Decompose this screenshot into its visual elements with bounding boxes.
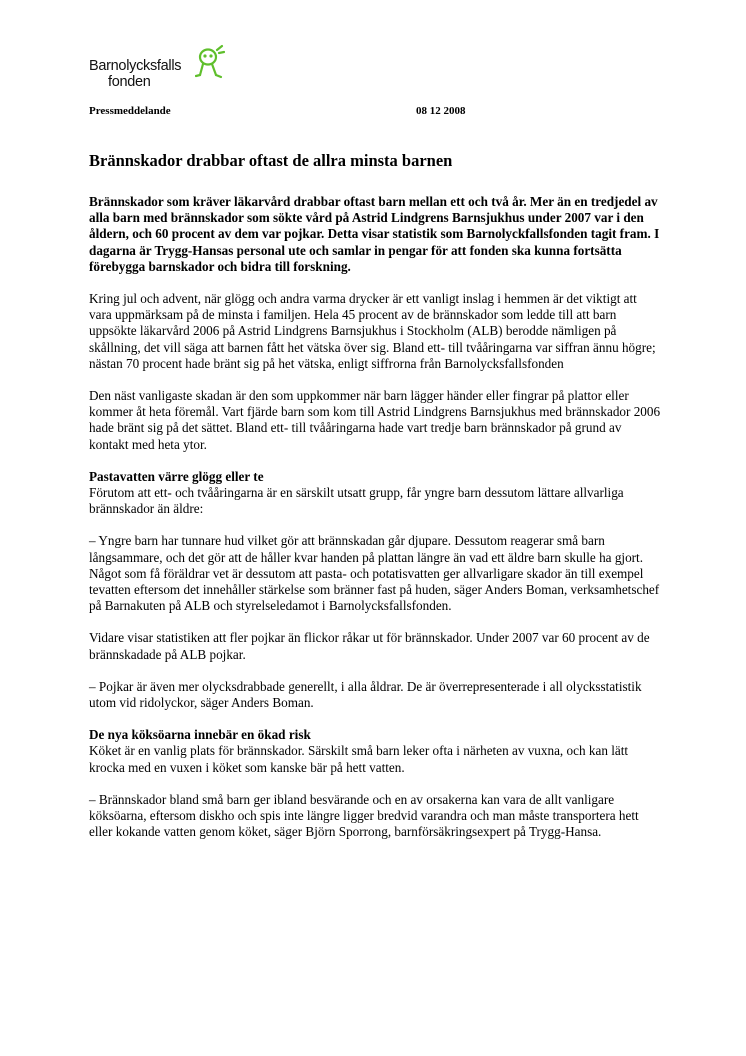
paragraph-2: Den näst vanligaste skadan är den som uppkommer när barn lägger händer eller fingrar på plattor eller kommer åt heta föremål. Vart fjärde barn som kom till Astrid Lindgrens Barnsjukhus med brännskador 2006 hade bränt sig på det sättet. Bland ett- till tvååringarna hade vart tredje barn brännskador på grund av kontakt med heta ytor. — [89, 388, 661, 452]
paragraph-6: – Pojkar är även mer olycksdrabbade generellt, i alla åldrar. De är överrepresenterade i all olycksstatistik utom vid ridolyckor, säger Anders Boman. — [89, 678, 642, 711]
paragraph-3: Förutom att ett- och tvååringarna är en särskilt utsatt grupp, får yngre barn dessutom lättare allvarliga brännskador än äldre: — [89, 485, 624, 517]
logo-text-line1: Barnolycksfalls — [89, 58, 182, 74]
paragraph-5: Vidare visar statistiken att fler pojkar än flickor råkar ut för brännskador. Under 2007 var 60 procent av de brännskadade på ALB pojkar. — [89, 630, 650, 662]
document-type-label: Pressmeddelande — [89, 105, 171, 117]
article-body — [89, 194, 661, 857]
subheading-pastavatten: Pastavatten värre glögg eller te — [89, 468, 264, 484]
paragraph-8: – Brännskador bland små barn ger ibland besvärande och en av orsakerna kan vara de allt vanligare köksöarna, eftersom diskho och spis inte längre ligger bredvid varandra och man måste transportera hett eller kokande vatten genom köket, säger Björn Sporrong, barnförsäkringsexpert på Trygg-Hansa. — [89, 791, 639, 840]
organization-logo — [89, 44, 229, 90]
paragraph-1: Kring jul och advent, när glögg och andra varma drycker är ett vanligt inslag i hemmen är det viktigt att vara uppmärksam på de minsta i familjen. Hela 45 procent av de brännskador som ledde till att barn uppsökte läkarvård 2006 på Astrid Lindgrens Barnsjukhus i Stockholm (ALB) berodde nämligen på skållning, det vill säga att barnen fått het vätska över sig. Bland ett- till tvååringarna var siffran ännu högre; nästan 70 procent hade bränt sig på het vätska, enligt siffrorna från Barnolycksfallsfonden — [89, 291, 656, 371]
lead-paragraph: Brännskador som kräver läkarvård drabbar oftast barn mellan ett och två år. Mer än en tredjedel av alla barn med brännskador som sökte vård på Astrid Lindgrens Barnsjukhus under 2007 var i den åldern, och 60 procent av dem var pojkar. Detta visar statistik som Barnolyckfallsfonden tagit fram. I dagarna är Trygg-Hansas personal ute och samlar in pengar för att fonden ska kunna fortsätta förebygga barnskador och bidra till forskning. — [89, 194, 660, 274]
subheading-koksoarna: De nya köksöarna innebär en ökad risk — [89, 727, 311, 743]
logo-text-line2: fonden — [108, 74, 151, 90]
page-title: Brännskador drabbar oftast de allra minsta barnen — [89, 151, 453, 170]
paragraph-4: – Yngre barn har tunnare hud vilket gör att brännskadan går djupare. Dessutom reagerar små barn långsammare, och det gör att de håller kvar handen på plattan längre än vad ett äldre barn skulle ha gjort. Något som få föräldrar vet är dessutom att pasta- och potatisvatten ger allvarligare skador än till exempel tevatten eftersom det innehåller stärkelse som bränner fast på huden, säger Anders Boman, verksamhetschef på Barnakuten på ALB och styrelseledamot i Barnolycksfallsfonden. — [89, 533, 660, 614]
child-figure-icon — [195, 44, 225, 80]
document-date: 08 12 2008 — [416, 105, 466, 117]
paragraph-7: Köket är en vanlig plats för brännskador. Särskilt små barn leker ofta i närheten av vuxna, och kan lätt krocka med en vuxen i köket som kanske bär på hett vatten. — [89, 743, 629, 775]
